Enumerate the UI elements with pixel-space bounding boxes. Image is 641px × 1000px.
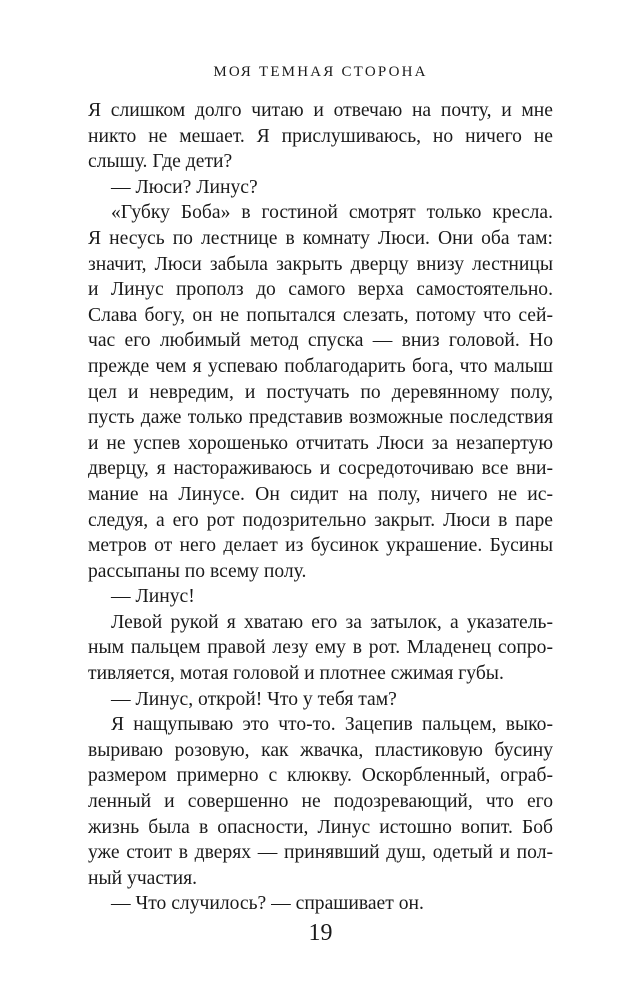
text-line: ный участия. (88, 867, 198, 889)
text-line: выриваю розовую, как жвачка, пластиковую бусину (88, 739, 553, 761)
text-line: ным пальцем правой лезу ему в рот. Младенец сопро- (88, 637, 553, 659)
text-line: следуя, а его рот подозрительно закрыт. Люси в паре (88, 509, 553, 531)
page-number: 19 (308, 920, 333, 946)
text-line: — Линус, открой! Что у тебя там? (111, 688, 397, 710)
text-line: «Губку Боба» в гостиной смотрят только кресла. (111, 202, 553, 224)
body-text (88, 98, 553, 917)
text-line: цел и невредим, и постучать по деревянному полу, (88, 381, 553, 403)
text-line: и не успев хорошенько отчитать Люси за незапертую (88, 432, 553, 454)
text-line: слышу. Где дети? (88, 151, 233, 173)
text-line: — Линус! (111, 586, 195, 608)
text-line: уже стоит в дверях — принявший душ, одетый и пол- (88, 842, 553, 864)
text-line: метров от него делает из бусинок украшение. Бусины (88, 535, 553, 557)
text-line: Слава богу, он не попытался слезать, потому что сей- (88, 304, 553, 326)
text-line: пусть даже только представив возможные последствия (88, 407, 553, 429)
text-line: мание на Линусе. Он сидит на полу, ничего не ис- (88, 483, 553, 505)
text-line: Я несусь по лестнице в комнату Люси. Они оба там: (88, 227, 553, 249)
text-line: прежде чем я успеваю поблагодарить бога, что малыш (88, 355, 553, 377)
text-line: час его любимый метод спуска — вниз головой. Но (88, 330, 553, 352)
text-line: дверцу, я настораживаюсь и сосредоточиваю все вни- (88, 458, 553, 480)
text-line: рассыпаны по всему полу. (88, 560, 307, 582)
running-head: МОЯ ТЕМНАЯ СТОРОНА (213, 64, 428, 80)
text-line: и Линус прополз до самого верха самостоятельно. (88, 279, 553, 301)
text-line: Я нащупываю это что-то. Зацепив пальцем, выко- (111, 714, 553, 736)
text-line: — Люси? Линус? (111, 176, 258, 198)
text-line: Я слишком долго читаю и отвечаю на почту, и мне (88, 100, 553, 121)
text-line: тивляется, мотая головой и плотнее сжимая губы. (88, 663, 504, 685)
text-line: значит, Люси забыла закрыть дверцу внизу лестницы (88, 253, 553, 275)
text-line: жизнь была в опасности, Линус истошно вопит. Боб (88, 816, 553, 838)
text-line: ленный и совершенно не подозревающий, что его (88, 791, 553, 813)
text-line: Левой рукой я хватаю его за затылок, а указатель- (111, 611, 553, 633)
text-line: никто не мешает. Я прислушиваюсь, но ничего не (88, 125, 553, 147)
text-line: — Что случилось? — спрашивает он. (111, 893, 424, 915)
text-line: размером примерно с клюкву. Оскорбленный, ограб- (88, 765, 553, 787)
